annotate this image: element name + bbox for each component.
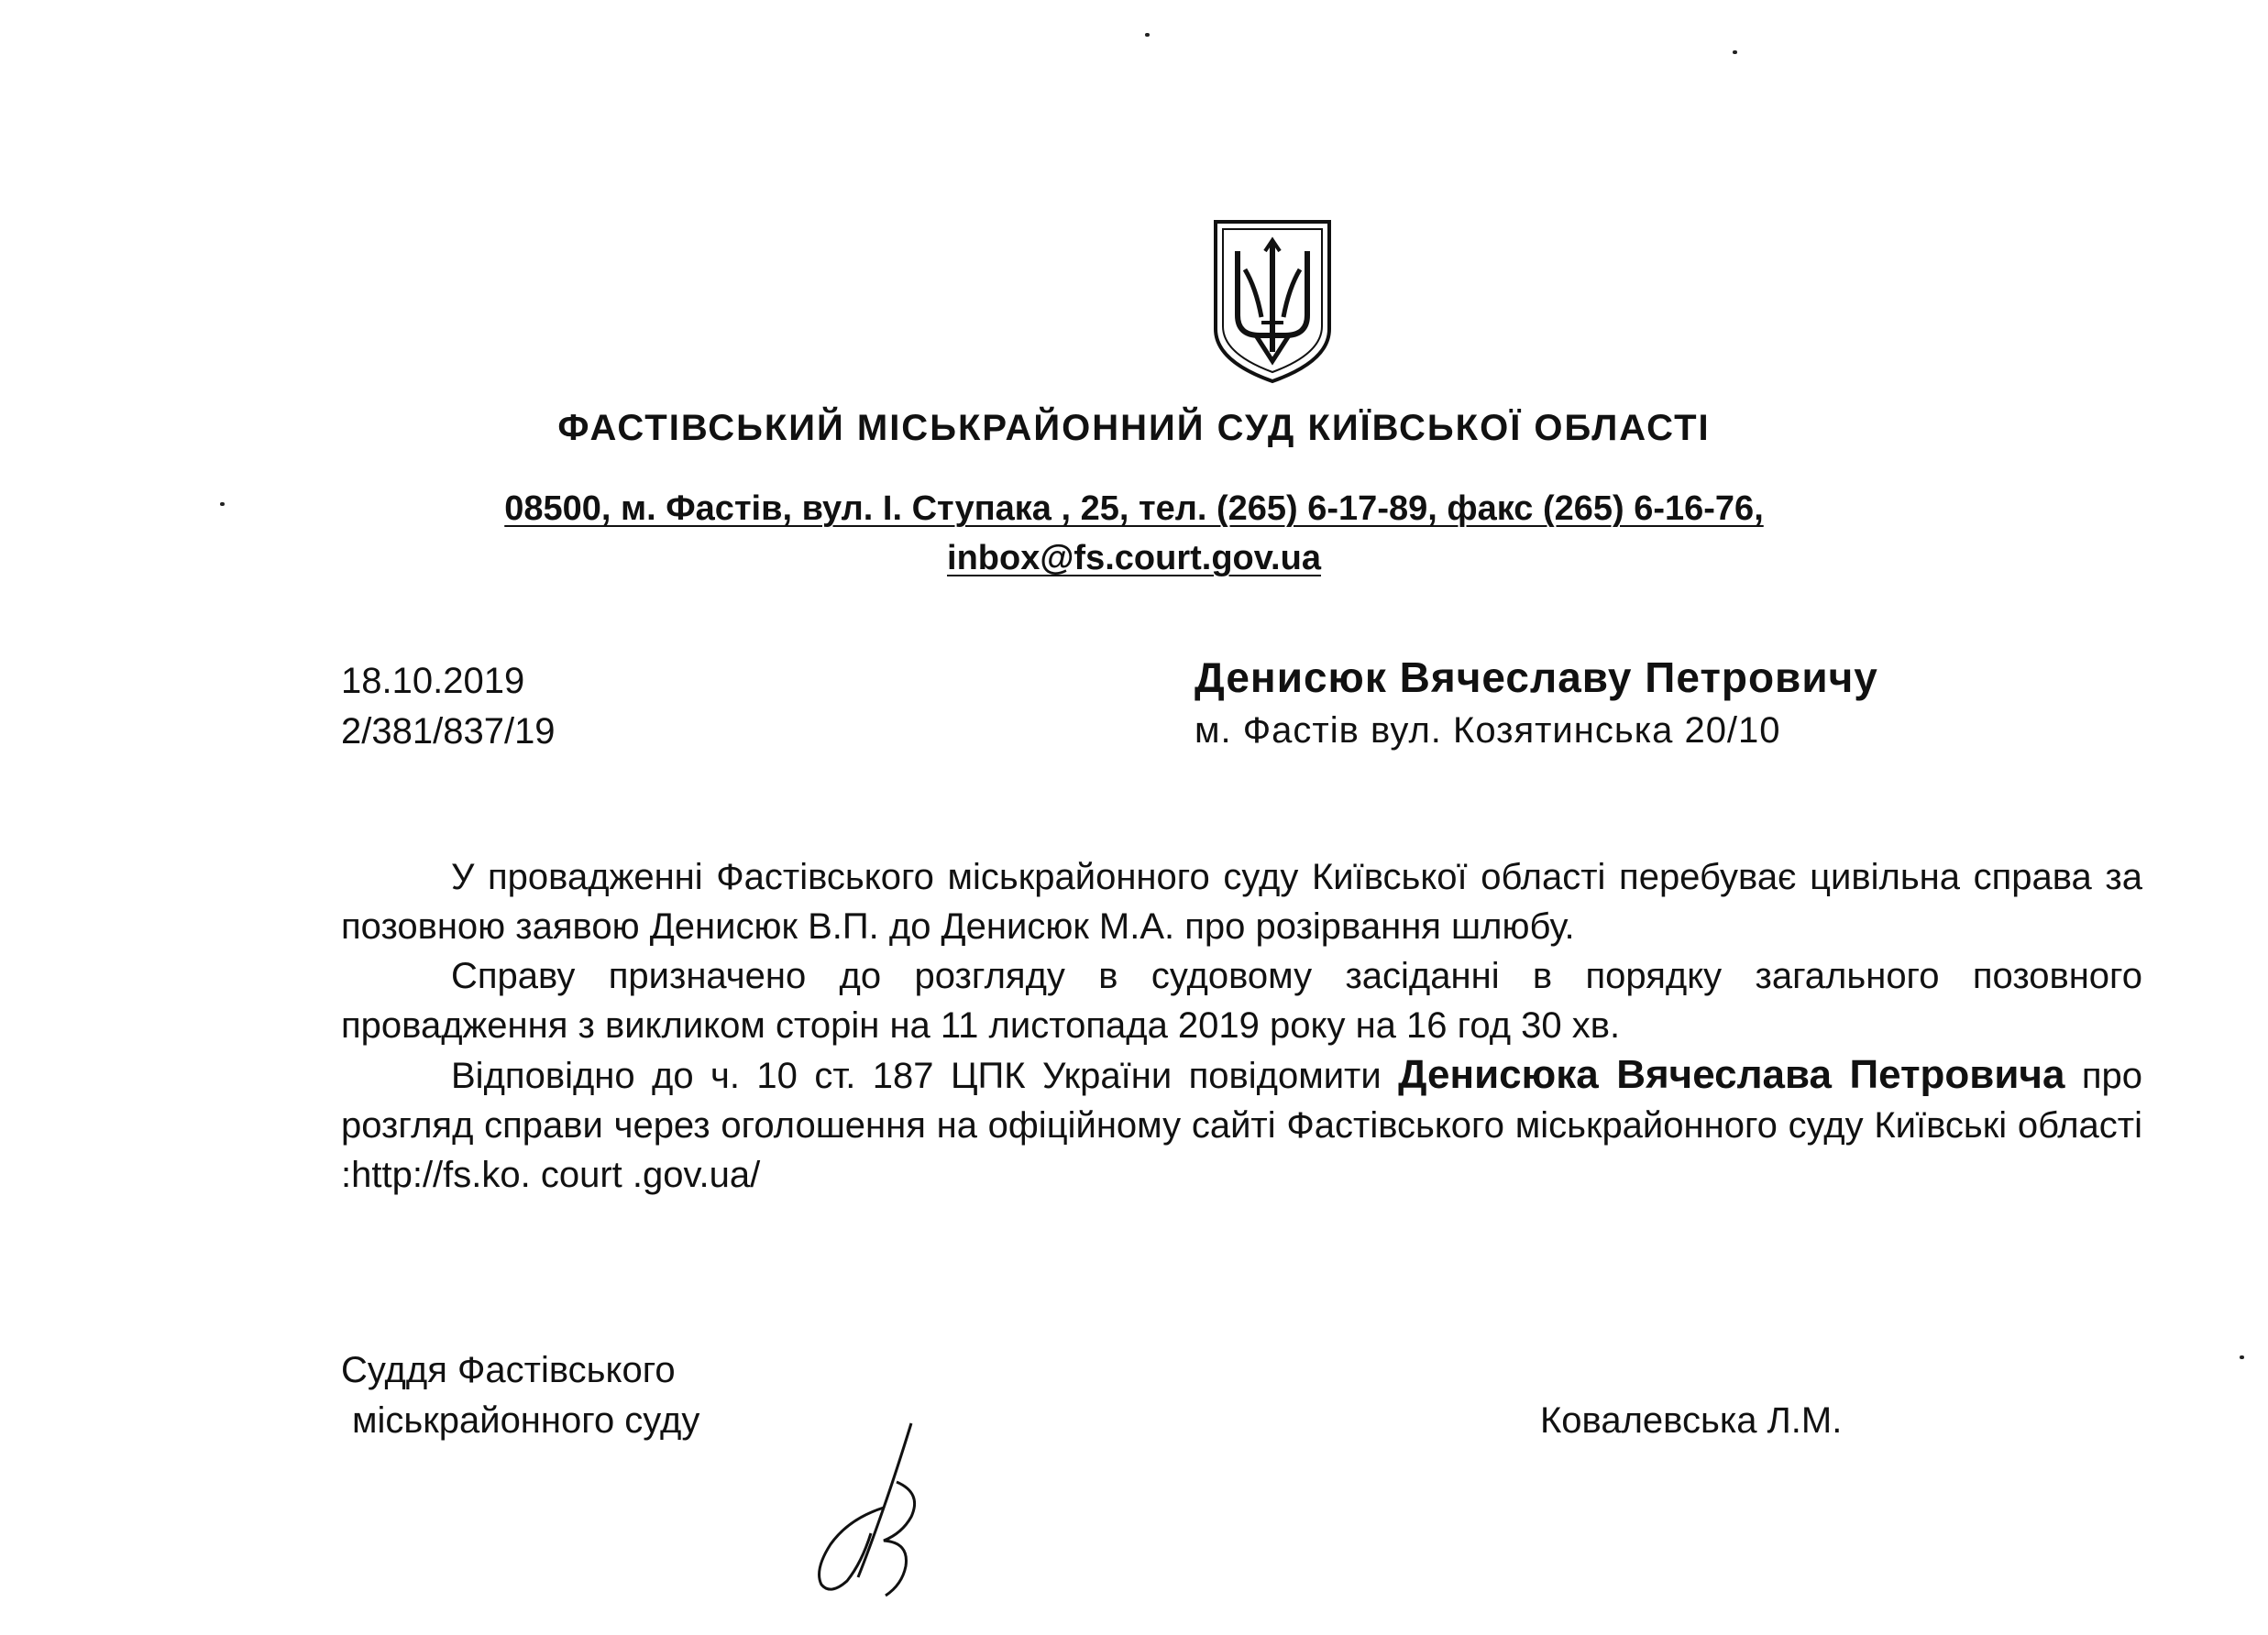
document-date: 18.10.2019 bbox=[341, 661, 525, 701]
scan-speck bbox=[2240, 1355, 2244, 1359]
defendant-name: Денисюка Вячеслава Петровича bbox=[1398, 1052, 2065, 1097]
judge-title-line1: Суддя Фастівського bbox=[341, 1350, 676, 1390]
notice-body bbox=[341, 852, 2142, 1200]
body-paragraph-3 bbox=[341, 1050, 2142, 1200]
recipient-address: м. Фастів вул. Козятинська 20/10 bbox=[1195, 710, 1781, 751]
case-number: 2/381/837/19 bbox=[341, 711, 556, 752]
court-contacts bbox=[0, 484, 2268, 583]
court-name: ФАСТІВСЬКИЙ МІСЬКРАЙОННИЙ СУД КИЇВСЬКОЇ ОБЛАСТІ bbox=[557, 408, 1711, 448]
court-address-line: 08500, м. Фастів, вул. І. Ступака , 25, тел. (265) 6-17-89, факс (265) 6-16-76, bbox=[504, 489, 1764, 528]
court-email-link[interactable]: inbox@fs.court.gov.ua bbox=[947, 539, 1321, 577]
scan-speck bbox=[1733, 50, 1737, 54]
body-paragraph-3-start: Відповідно до ч. 10 ст. 187 ЦПК України повідомити bbox=[451, 1056, 1382, 1096]
body-paragraph-2: Справу призначено до розгляду в судовому засіданні в порядку загального позовного провадження з викликом сторін на 11 листопада 2019 року на 16 год 30 хв. bbox=[341, 956, 2142, 1046]
body-paragraph-3-end: про розгляд справи через оголошення на офіційному сайті Фастівського міськрайонного суду Київські області :http://fs.ko. court .gov.ua/ bbox=[341, 1056, 2143, 1195]
recipient-name: Денисюк Вячеславу Петровичу bbox=[1195, 653, 1878, 701]
trident-emblem-icon bbox=[1208, 214, 1337, 387]
judge-name: Ковалевська Л.М. bbox=[1540, 1400, 1843, 1441]
body-paragraph-1: У провадженні Фастівського міськрайонного суду Київської області перебуває цивільна справа за позовною заявою Денисюк В.П. до Денисюк М.А. про розірвання шлюбу. bbox=[341, 857, 2142, 947]
handwritten-signature bbox=[794, 1416, 931, 1599]
scan-speck bbox=[1145, 33, 1150, 37]
judge-title-line2: міськрайонного суду bbox=[352, 1400, 700, 1441]
